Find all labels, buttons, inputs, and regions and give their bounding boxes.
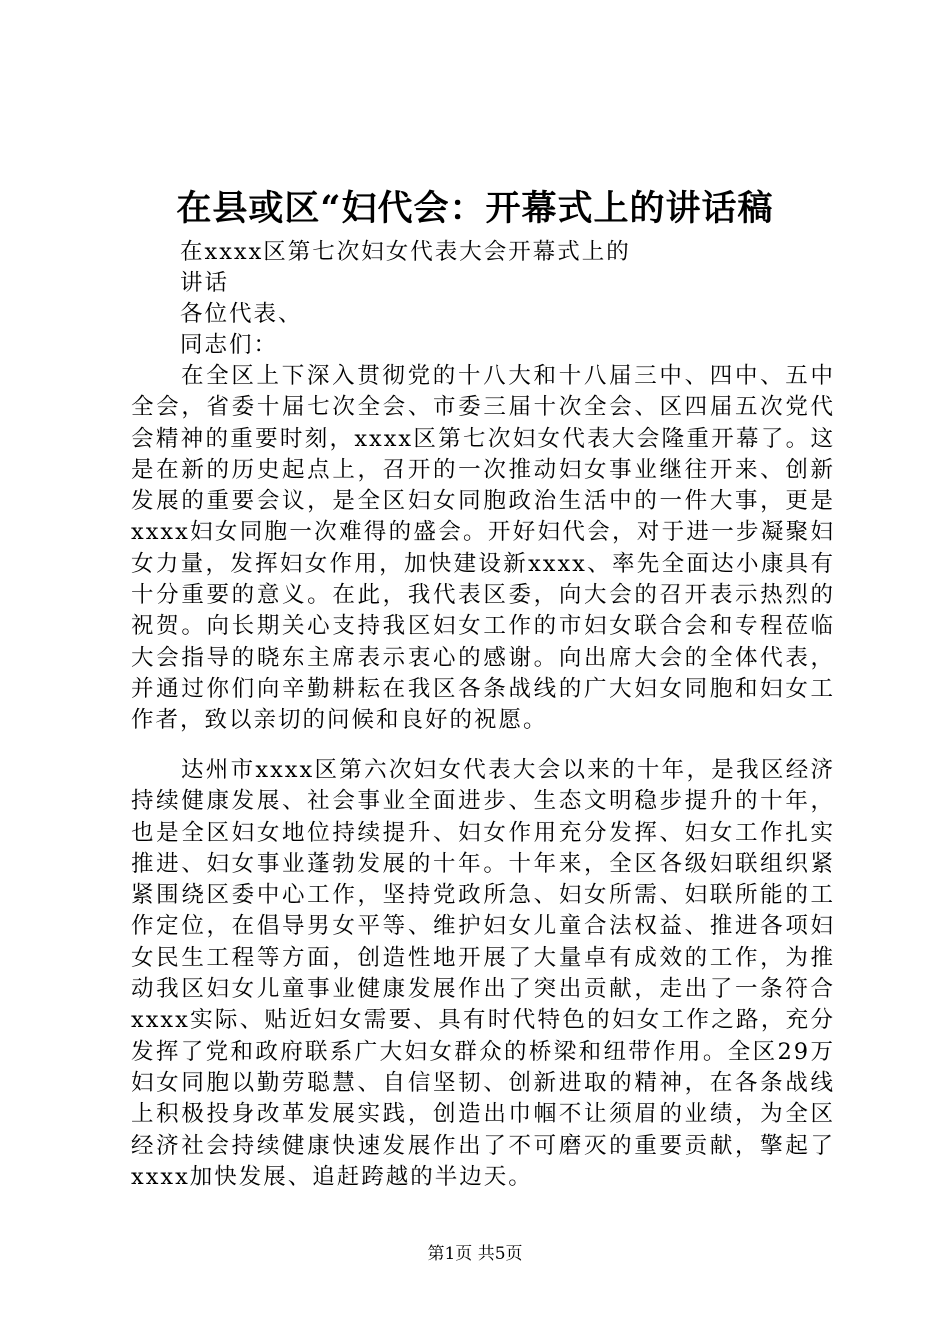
page-title: 在县或区“妇代会：开幕式上的讲话稿 bbox=[176, 188, 774, 229]
body-paragraph-2: 达州市xxxx区第六次妇女代表大会以来的十年，是我区经济持续健康发展、社会事业全面进步、生态文明稳步提升的十年，也是全区妇女地位持续提升、妇女作用充分发挥、妇女工作扎实推进、妇女事业蓬勃发展的十年。十年来，全区各级妇联组织紧紧围绕区委中心工作，坚持党政所急、妇女所需、妇联所能的工作定位，在倡导男女平等、维护妇女儿童合法权益、推进各项妇女民生工程等方面，创造性地开展了大量卓有成效的工作，为推动我区妇女儿童事业健康发展作出了突出贡献，走出了一条符合xxxx实际、贴近妇女需要、具有时代特色的妇女工作之路，充分发挥了党和政府联系广大妇女群众的桥梁和纽带作用。全区29万妇女同胞以勤劳聪慧、自信坚韧、创新进取的精神，在各条战线上积极投身改革发展实践，创造出巾帼不让须眉的业绩，为全区经济社会持续健康快速发展作出了不可磨灭的重要贡献，擎起了xxxx加快发展、追赶跨越的半边天。 bbox=[131, 757, 835, 1190]
salutation-line-1: 各位代表、 bbox=[180, 301, 303, 327]
page-footer: 第1页 共5页 bbox=[427, 1244, 523, 1264]
salutation-line-2: 同志们： bbox=[180, 332, 279, 358]
speech-subtitle-line-2: 讲话 bbox=[180, 270, 230, 296]
speech-subtitle-line-1: 在xxxx区第七次妇女代表大会开幕式上的 bbox=[180, 239, 631, 265]
body-paragraph-1: 在全区上下深入贯彻党的十八大和十八届三中、四中、五中全会，省委十届七次全会、市委三届十次全会、区四届五次党代会精神的重要时刻，xxxx区第七次妇女代表大会隆重开幕了。这是在新的历史起点上，召开的一次推动妇女事业继往开来、创新发展的重要会议，是全区妇女同胞政治生活中的一件大事，更是xxxx妇女同胞一次难得的盛会。开好妇代会，对于进一步凝聚妇女力量，发挥妇女作用，加快建设新xxxx、率先全面达小康具有十分重要的意义。在此，我代表区委，向大会的召开表示热烈的祝贺。向长期关心支持我区妇女工作的市妇女联合会和专程莅临大会指导的晓东主席表示衷心的感谢。向出席大会的全体代表，并通过你们向辛勤耕耘在我区各条战线的广大妇女同胞和妇女工作者，致以亲切的问候和良好的祝愿。 bbox=[131, 363, 835, 734]
